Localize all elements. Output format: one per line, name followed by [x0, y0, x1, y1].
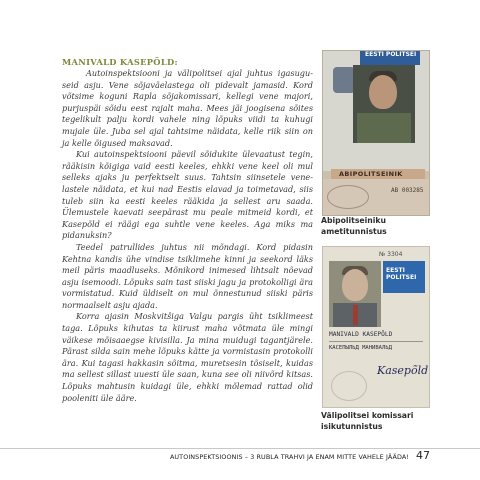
portrait-face [342, 269, 368, 301]
portrait-face [369, 75, 397, 109]
signature: Kasepõld [377, 364, 429, 377]
speaker-name: MANIVALD KASEPÕLD: [62, 57, 178, 67]
coat-of-arms-icon [333, 67, 355, 93]
card-header-text: EESTI POLITSEI [386, 267, 417, 281]
divider-line [329, 341, 423, 342]
serial-number: AB 003285 [391, 187, 424, 194]
footer-rule [0, 448, 480, 449]
id-banner-text: ABIPOLITSEINIK [339, 170, 403, 178]
caption-line: Abipolitseiniku [321, 216, 386, 225]
caption-line: ametitunnistus [321, 226, 387, 236]
portrait-tie [353, 305, 358, 325]
caption-line: Välipolitsei komissari [321, 411, 414, 420]
police-id-photo [322, 50, 430, 216]
holder-name: MANIVALD KASEPÕLD [329, 331, 393, 338]
holder-name-cyrillic: КАСЕПЫЛЬД МАНИВАЛЬД [329, 345, 392, 351]
figure-caption-2 [321, 411, 439, 432]
stamp-icon [331, 371, 367, 401]
running-footer: AUTOINSPEKTSIOONIS – 3 RUBLA TRAHVI JA ENAM MITTE VAHELE JÄÄDA! [169, 453, 409, 461]
paragraph: Autoinspektsiooni ja välipolitsei ajal juhtus igasuguseid asju. Vene sõjaväelastega oli pidevalt jamasid. Kord võtsime koguni Rapla sõjakomissari, kellegi vene majori, purjuspäi sõidu eest rajalt maha. Mees jäi joogisena sõites tegelikult palju kordi vahele ning lõpuks viidi ta kuhugi mujale üle. Juba sel ajal tahtsime näidata, kelle riik siin on ja kelle õigused maksavad. [62, 68, 313, 148]
figure-caption-1 [321, 216, 436, 237]
commissar-id-photo [322, 246, 430, 408]
body-text [62, 68, 313, 404]
card-header-text: EESTI POLITSEI [365, 51, 417, 58]
stamp-icon [327, 185, 369, 209]
caption-line: isikutunnistus [321, 421, 383, 431]
card-number: № 3304 [379, 251, 403, 258]
paragraph: Teedel patrullides juhtus nii mõndagi. Kord pidasin Kehtna kandis ühe vindise tsiklimehe kinni ja seekord läks meil päris maadluseks. Mõnikord inimesed lihtsalt nõevad asju isemoodi. Lõpuks sain tast siiski jagu ja protokolligi ära vormistatud. Kuid üldiselt on mul õnnestunud siiski päris normaalselt asju ajada. [62, 241, 313, 310]
portrait-shirt [357, 113, 411, 143]
paragraph: Kui autoinspektsiooni päevil sõidukite ülevaatust tegin, rääkisin kõigiga vaid eesti keeles, ehkki vene keel oli mul selleks ajaks ju perfektselt suus. Tahtsin siinsetele venelastele näidata, et kui nad Eestis elavad ja toimetavad, siis tuleb siin ka eesti keeles rääkida ja sellest aru saada. Ülemustele kaevati seepärast mu peale mitmeid kordi, et Kasepõld ei räägi ega suhtle vene keeles. Aga miks ma pidanuksin? [62, 149, 313, 241]
paragraph: Korra ajasin Moskvitšiga Valgu pargis üht tsiklimeest taga. Lõpuks kihutas ta kiirust maha võtmata üle mingi väikese mõisaaegse kivisilla. Ja mina muidugi tagantjärele. Pärast silda sain mehe lõpuks kätte ja vormistasin protokolli ära. Kui tagasi hakkasin sõitma, muretsesin tõsiselt, kuidas ma sellest sillast uuesti üle saan, kuna see oli niivõrd kitsas. Lõpuks mahtusin kuidagi üle, ehkki mõlemad rattad olid pooleniti üle ääre. [62, 311, 313, 403]
page-number: 47 [416, 449, 430, 462]
